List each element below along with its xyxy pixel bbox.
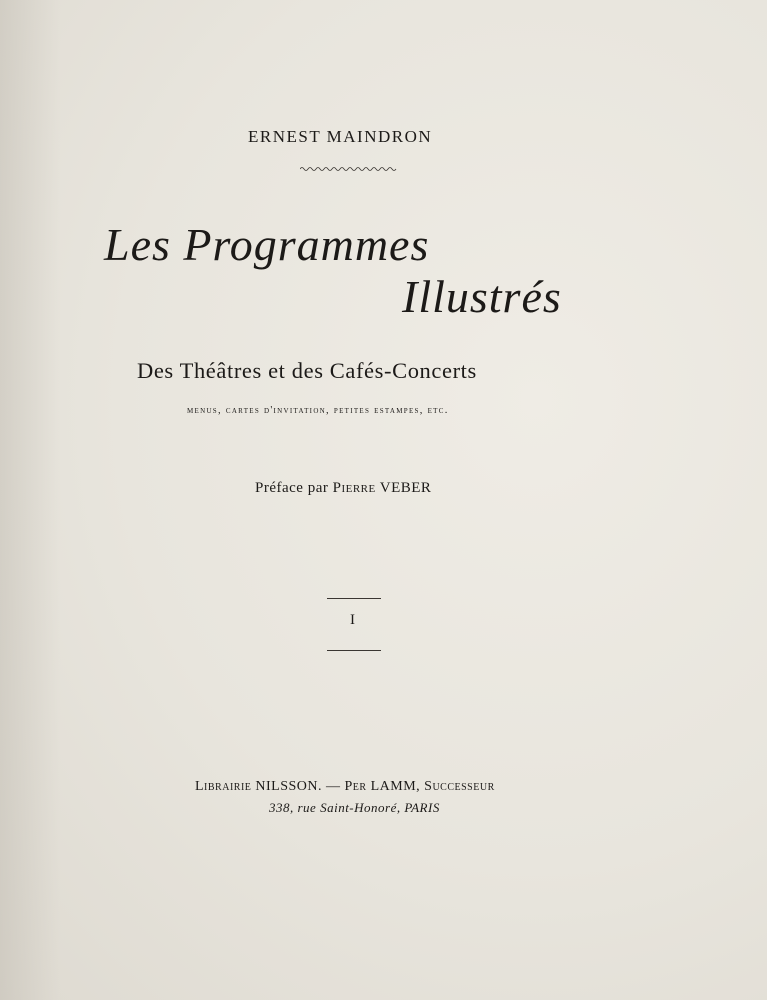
publisher-successeur: Successeur [424,779,495,794]
wavy-ornament-rule [300,166,398,172]
publisher-per: Per [344,779,367,794]
subtitle-detail: menus, cartes d'invitation, petites estampes, etc. [187,405,449,416]
author-name: ERNEST MAINDRON [248,127,433,146]
publisher-lamm: LAMM, [370,779,421,794]
preface-prefix: Préface par [255,480,329,496]
publisher-line [195,779,495,795]
volume-rule-bottom [327,650,381,651]
preface-last-name: VEBER [379,480,432,496]
page-shadow [0,0,60,1000]
preface-credit [255,480,431,497]
publisher-name: NILSSON. — [255,779,341,794]
volume-number: I [350,612,355,628]
subtitle: Des Théâtres et des Cafés-Concerts [137,358,477,383]
publisher-address: 338, rue Saint-Honoré, PARIS [269,800,440,815]
publisher-librairie: Librairie [195,779,252,794]
volume-rule-top [327,598,381,599]
preface-first-name: Pierre [332,480,376,496]
title-line-2: Illustrés [402,271,562,322]
title-line-1: Les Programmes [104,219,430,270]
